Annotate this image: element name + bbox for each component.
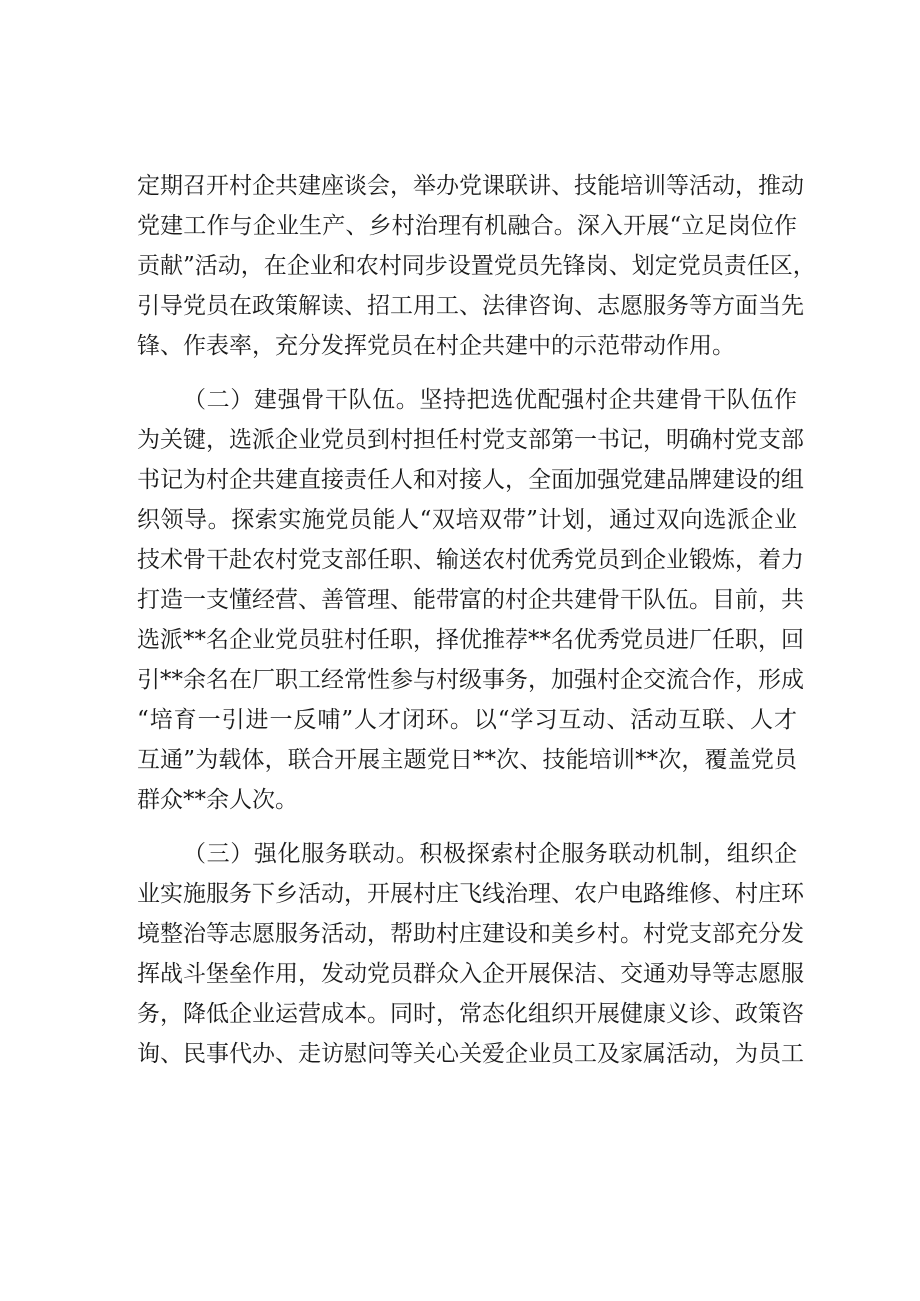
paragraph-line: 引导党员在政策解读、招工用工、法律咨询、志愿服务等方面当先 bbox=[137, 293, 804, 319]
paragraph-line: 引**余名在厂职工经常性参与村级事务，加强村企交流合作，形成 bbox=[137, 667, 804, 693]
paragraph-line: 询、民事代办、走访慰问等关心关爱企业员工及家属活动，为员工 bbox=[137, 1041, 804, 1067]
paragraph-line: 务，降低企业运营成本。同时，常态化组织开展健康义诊、政策咨 bbox=[137, 1001, 804, 1027]
paragraph-line: 选派**名企业党员驻村任职，择优推荐**名优秀党员进厂任职，回 bbox=[137, 627, 804, 653]
paragraph-line: “培育一引进一反哺”人才闭环。以“学习互动、活动互联、人才 bbox=[137, 707, 797, 733]
paragraph-line: 技术骨干赴农村党支部任职、输送农村优秀党员到企业锻炼，着力 bbox=[137, 547, 804, 573]
paragraph-line: 挥战斗堡垒作用，发动党员群众入企开展保洁、交通劝导等志愿服 bbox=[137, 961, 804, 987]
paragraph-line: 互通”为载体，联合开展主题党日**次、技能培训**次，覆盖党员 bbox=[137, 747, 797, 773]
paragraph-line: 贡献”活动，在企业和农村同步设置党员先锋岗、划定党员责任区， bbox=[137, 253, 816, 279]
paragraph-line: 定期召开村企共建座谈会，举办党课联讲、技能培训等活动，推动 bbox=[137, 173, 804, 199]
paragraph-1 bbox=[137, 166, 816, 366]
paragraph-line: 织领导。探索实施党员能人“双培双带”计划，通过双向选派企业 bbox=[137, 507, 797, 533]
paragraph-line: 境整治等志愿服务活动，帮助村庄建设和美乡村。村党支部充分发 bbox=[137, 921, 804, 947]
paragraph-line: 党建工作与企业生产、乡村治理有机融合。深入开展“立足岗位作 bbox=[137, 213, 797, 239]
paragraph-3 bbox=[137, 834, 804, 1074]
paragraph-line: 书记为村企共建直接责任人和对接人，全面加强党建品牌建设的组 bbox=[137, 467, 804, 493]
section-heading-line: （二）建强骨干队伍。坚持把选优配强村企共建骨干队伍作 bbox=[183, 387, 797, 413]
paragraph-spacer bbox=[137, 366, 797, 380]
paragraph-line: 群众**余人次。 bbox=[137, 787, 298, 813]
paragraph-line: 锋、作表率，充分发挥党员在村企共建中的示范带动作用。 bbox=[137, 333, 735, 359]
paragraph-line: 业实施服务下乡活动，开展村庄飞线治理、农户电路维修、村庄环 bbox=[137, 881, 804, 907]
paragraph-line: 为关键，选派企业党员到村担任村党支部第一书记，明确村党支部 bbox=[137, 427, 804, 453]
paragraph-2 bbox=[137, 380, 804, 820]
section-heading-line: （三）强化服务联动。积极探索村企服务联动机制，组织企 bbox=[183, 841, 797, 867]
document-body bbox=[137, 166, 816, 1074]
paragraph-line: 打造一支懂经营、善管理、能带富的村企共建骨干队伍。目前，共 bbox=[137, 587, 804, 613]
paragraph-spacer bbox=[137, 820, 797, 834]
